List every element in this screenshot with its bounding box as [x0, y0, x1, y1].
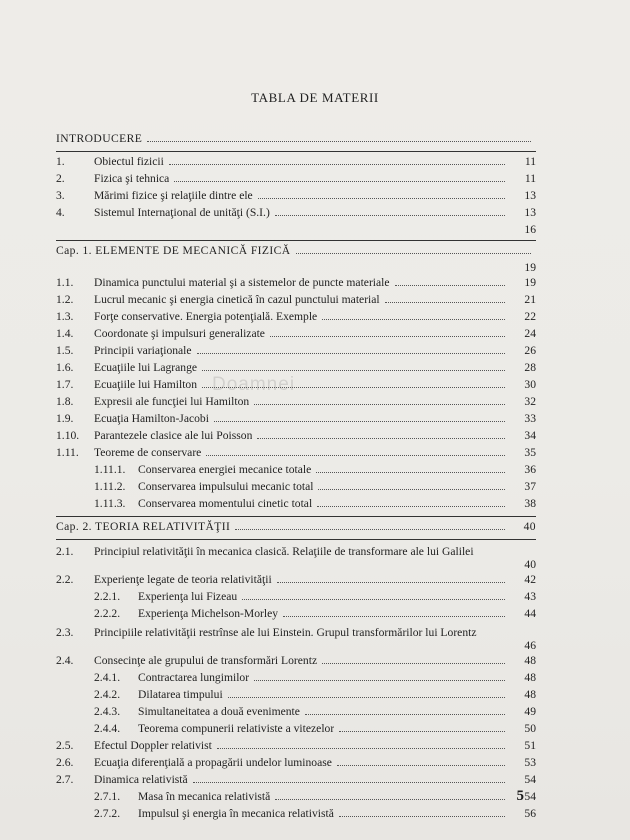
- toc-entry-number: 2.4.3.: [94, 705, 121, 718]
- toc-entry-text: Conservarea energiei mecanice totale: [138, 463, 312, 476]
- toc-entry[interactable]: [56, 361, 536, 378]
- watermark-text: Doamnei: [212, 374, 296, 395]
- toc-entry-text: Forţe conservative. Energia potenţială. Exemple: [94, 310, 318, 323]
- dot-leader: [316, 472, 505, 473]
- toc-entry-number: 1.7.: [56, 378, 74, 391]
- toc-entry[interactable]: [56, 624, 536, 654]
- dot-leader: [339, 816, 505, 817]
- toc-entry-page: 11: [524, 155, 536, 168]
- dot-leader: [305, 714, 505, 715]
- toc-entry-page: 33: [524, 412, 536, 425]
- toc-subentry[interactable]: [56, 807, 536, 824]
- toc-entry[interactable]: [56, 155, 536, 172]
- dot-leader: [296, 253, 531, 254]
- dot-leader: [206, 455, 505, 456]
- toc-entry-number: 2.5.: [56, 739, 74, 752]
- toc-entry[interactable]: [56, 446, 536, 463]
- toc-entry-text: Parantezele clasice ale lui Poisson: [94, 429, 253, 442]
- toc-entry-page: 19: [524, 276, 536, 289]
- toc-entry-number: 1.6.: [56, 361, 74, 374]
- toc-entry-text: Consecinţe ale grupului de transformări Lorentz: [94, 654, 318, 667]
- toc-entry-page: 48: [524, 671, 536, 684]
- section-rule: [56, 539, 536, 540]
- toc-entry-text: Efectul Doppler relativist: [94, 739, 212, 752]
- toc-entry-number: 1.11.1.: [94, 463, 126, 476]
- toc-entry-page: 49: [524, 705, 536, 718]
- toc-entry[interactable]: [56, 327, 536, 344]
- section-rule: [56, 151, 536, 152]
- toc-entry-page: 34: [524, 429, 536, 442]
- toc-entry-number: 1.3.: [56, 310, 74, 323]
- toc-entry-text: Principiul relativităţii în mecanica clasică. Relaţiile de transformare ale lui Galilei: [94, 545, 474, 558]
- toc-entry[interactable]: [56, 773, 536, 790]
- toc-entry-number: 2.3.: [56, 626, 74, 639]
- dot-leader: [337, 765, 505, 766]
- toc-heading-text: Cap. 1. ELEMENTE DE MECANICĂ FIZICĂ: [56, 244, 291, 257]
- toc-entry-page: 54: [524, 790, 536, 803]
- toc-subentry[interactable]: [56, 722, 536, 739]
- toc-subentry[interactable]: [56, 688, 536, 705]
- toc-entry-page: 56: [524, 807, 536, 820]
- toc-entry-number: 2.4.4.: [94, 722, 121, 735]
- toc-entry-page: 50: [524, 722, 536, 735]
- toc-entry-page: 30: [524, 378, 536, 391]
- dot-leader: [147, 141, 531, 142]
- dot-leader: [275, 799, 505, 800]
- toc-entry-number: 1.2.: [56, 293, 74, 306]
- toc-heading-text: Cap. 2. TEORIA RELATIVITĂŢII: [56, 520, 231, 533]
- toc-entry-number: 1.4.: [56, 327, 74, 340]
- toc-entry-page: 21: [524, 293, 536, 306]
- toc-subentry[interactable]: [56, 463, 536, 480]
- toc-entry-number: 2.4.: [56, 654, 74, 667]
- dot-leader: [385, 302, 505, 303]
- toc-entry[interactable]: [56, 172, 536, 189]
- toc-subentry[interactable]: [56, 790, 536, 807]
- toc-entry-number: 1.1.: [56, 276, 74, 289]
- toc-entry-number: 2.4.2.: [94, 688, 121, 701]
- toc-entry-number: 1.10.: [56, 429, 80, 442]
- toc-entry-number: 1.9.: [56, 412, 74, 425]
- toc-entry-page: 22: [524, 310, 536, 323]
- toc-entry[interactable]: [56, 739, 536, 756]
- toc-entry-text: Ecuaţia diferenţială a propagării undelor luminoase: [94, 756, 332, 769]
- toc-entry-text: Dilatarea timpului: [138, 688, 223, 701]
- toc-entry-page: 48: [524, 654, 536, 667]
- toc-entry-page: 13: [524, 206, 536, 219]
- toc-entry-text: Experienţa lui Fizeau: [138, 590, 238, 603]
- toc-entry-page: 46: [524, 639, 536, 652]
- dot-leader: [235, 529, 505, 530]
- toc-entry[interactable]: [56, 344, 536, 361]
- toc-intro-heading[interactable]: [56, 132, 536, 149]
- page-title: TABLA DE MATERII: [251, 90, 379, 105]
- toc-entry[interactable]: [56, 543, 536, 573]
- toc-subentry[interactable]: [56, 607, 536, 624]
- toc-entry-page: 13: [524, 189, 536, 202]
- toc-entry-number: 2.7.1.: [94, 790, 121, 803]
- toc-entry-page: 36: [524, 463, 536, 476]
- toc-entry-number: 1.5.: [56, 344, 74, 357]
- toc-entry-text: Lucrul mecanic şi energia cinetică în cazul punctului material: [94, 293, 380, 306]
- toc-entry-text: Masa în mecanica relativistă: [138, 790, 271, 803]
- toc-subentry[interactable]: [56, 497, 536, 514]
- toc-chapter-1[interactable]: [56, 244, 536, 261]
- toc-entry-page: 40: [523, 520, 536, 533]
- dot-leader: [202, 387, 505, 388]
- toc-entry-text: Mărimi fizice şi relaţiile dintre ele: [94, 189, 253, 202]
- dot-leader: [283, 616, 505, 617]
- toc-entry-page: 32: [524, 395, 536, 408]
- toc-entry[interactable]: [56, 206, 536, 223]
- toc-entry-text: Obiectul fizicii: [94, 155, 164, 168]
- toc-entry-text: Ecuaţia Hamilton-Jacobi: [94, 412, 209, 425]
- toc-heading-text: INTRODUCERE: [56, 132, 143, 145]
- toc-entry[interactable]: [56, 395, 536, 412]
- dot-leader: [217, 748, 505, 749]
- toc-trailing-page: [56, 223, 536, 238]
- toc-entry-number: 2.4.1.: [94, 671, 121, 684]
- toc-entry[interactable]: [56, 412, 536, 429]
- toc-entry-text: Coordonate şi impulsuri generalizate: [94, 327, 265, 340]
- toc-entry-number: 2.7.2.: [94, 807, 121, 820]
- dot-leader: [277, 582, 505, 583]
- toc-entry[interactable]: [56, 429, 536, 446]
- dot-leader: [197, 353, 505, 354]
- toc-entry[interactable]: [56, 276, 536, 293]
- toc-entry-page: 51: [524, 739, 536, 752]
- toc-entry-text: Teorema compunerii relativiste a vitezelor: [138, 722, 335, 735]
- toc-trailing-page: [56, 261, 536, 276]
- toc-entry-number: 2.6.: [56, 756, 74, 769]
- dot-leader: [193, 782, 505, 783]
- dot-leader: [228, 697, 505, 698]
- toc-entry-text: Fizica şi tehnica: [94, 172, 170, 185]
- toc-entry-page: 53: [524, 756, 536, 769]
- dot-leader: [339, 731, 505, 732]
- toc-entry-page: 35: [524, 446, 536, 459]
- toc-entry-page: 28: [524, 361, 536, 374]
- toc-entry-page: 16: [524, 223, 536, 236]
- toc-entry-page: 11: [524, 172, 536, 185]
- toc-entry-text: Principii variaţionale: [94, 344, 192, 357]
- dot-leader: [318, 489, 505, 490]
- toc-entry-text: Teoreme de conservare: [94, 446, 202, 459]
- section-rule: [56, 516, 536, 517]
- dot-leader: [254, 680, 505, 681]
- toc-entry-text: Dinamica punctului material şi a sistemelor de puncte materiale: [94, 276, 390, 289]
- toc-entry-text: Ecuaţiile lui Lagrange: [94, 361, 198, 374]
- toc-subentry[interactable]: [56, 590, 536, 607]
- toc-entry-text: Sistemul Internaţional de unităţi (S.I.): [94, 206, 270, 219]
- toc-entry-number: 2.1.: [56, 545, 74, 558]
- toc-entry-number: 4.: [56, 206, 65, 219]
- dot-leader: [169, 164, 505, 165]
- toc-entry-page: 19: [524, 261, 536, 274]
- table-of-contents: [56, 132, 536, 824]
- dot-leader: [174, 181, 505, 182]
- toc-subentry[interactable]: [56, 705, 536, 722]
- toc-entry[interactable]: [56, 310, 536, 327]
- toc-entry-number: 1.11.2.: [94, 480, 126, 493]
- dot-leader: [254, 404, 505, 405]
- toc-entry-text: Contractarea lungimilor: [138, 671, 250, 684]
- toc-entry-text: Dinamica relativistă: [94, 773, 188, 786]
- toc-entry-number: 3.: [56, 189, 65, 202]
- toc-entry[interactable]: [56, 293, 536, 310]
- toc-subentry[interactable]: [56, 480, 536, 497]
- toc-entry-number: 2.2.2.: [94, 607, 121, 620]
- toc-entry-page: 42: [524, 573, 536, 586]
- toc-entry-text: Expresii ale funcţiei lui Hamilton: [94, 395, 250, 408]
- toc-entry-number: 2.2.: [56, 573, 74, 586]
- toc-chapter-2[interactable]: [56, 520, 536, 537]
- dot-leader: [317, 506, 505, 507]
- toc-entry-text: Conservarea impulsului mecanic total: [138, 480, 314, 493]
- toc-entry-page: 24: [524, 327, 536, 340]
- toc-entry[interactable]: [56, 756, 536, 773]
- toc-entry-number: 1.8.: [56, 395, 74, 408]
- dot-leader: [275, 215, 505, 216]
- dot-leader: [214, 421, 505, 422]
- dot-leader: [270, 336, 505, 337]
- toc-entry-page: 38: [524, 497, 536, 510]
- toc-entry-text: Ecuaţiile lui Hamilton: [94, 378, 198, 391]
- toc-entry-text: Experienţe legate de teoria relativităţii: [94, 573, 272, 586]
- toc-entry[interactable]: [56, 189, 536, 206]
- page-number: 5: [516, 788, 524, 804]
- toc-entry-text: Conservarea momentului cinetic total: [138, 497, 313, 510]
- dot-leader: [242, 599, 505, 600]
- toc-entry[interactable]: [56, 378, 536, 395]
- toc-entry-number: 1.11.: [56, 446, 79, 459]
- dot-leader: [202, 370, 505, 371]
- toc-entry-number: 1.: [56, 155, 65, 168]
- toc-entry-page: 26: [524, 344, 536, 357]
- toc-subentry[interactable]: [56, 671, 536, 688]
- toc-entry-text: Impulsul şi energia în mecanica relativistă: [138, 807, 334, 820]
- toc-entry[interactable]: [56, 573, 536, 590]
- toc-entry-page: 44: [524, 607, 536, 620]
- toc-entry-text: Experienţa Michelson-Morley: [138, 607, 279, 620]
- toc-entry-page: 43: [524, 590, 536, 603]
- dot-leader: [258, 198, 505, 199]
- toc-entry-page: 48: [524, 688, 536, 701]
- dot-leader: [257, 438, 505, 439]
- toc-entry-page: 37: [524, 480, 536, 493]
- dot-leader: [322, 319, 505, 320]
- toc-entry-text: Simultaneitatea a două evenimente: [138, 705, 300, 718]
- toc-entry-number: 2.2.1.: [94, 590, 121, 603]
- toc-entry-number: 2.: [56, 172, 65, 185]
- toc-entry-number: 2.7.: [56, 773, 74, 786]
- toc-entry-page: 54: [524, 773, 536, 786]
- dot-leader: [322, 663, 505, 664]
- dot-leader: [395, 285, 505, 286]
- toc-entry[interactable]: [56, 654, 536, 671]
- toc-entry-number: 1.11.3.: [94, 497, 126, 510]
- toc-entry-page: 40: [524, 558, 536, 571]
- section-rule: [56, 240, 536, 241]
- toc-entry-text: Principiile relativităţii restrînse ale lui Einstein. Grupul transformărilor lui Lorentz: [94, 626, 477, 639]
